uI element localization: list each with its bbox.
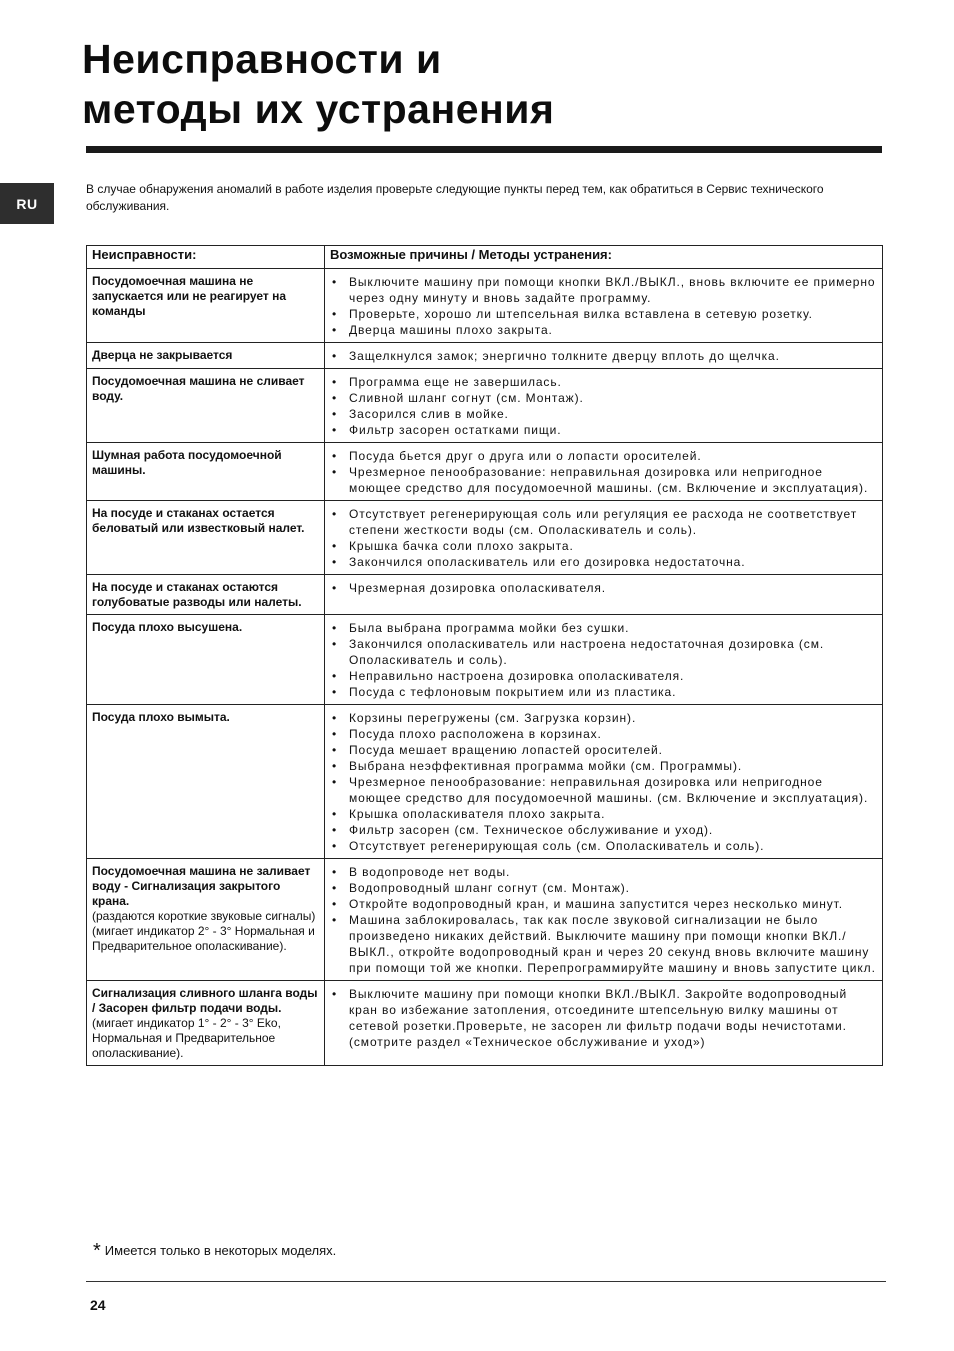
cause-item: • Посуда мешает вращению лопастей оросителей.: [331, 742, 876, 758]
causes-cell: [325, 343, 883, 369]
cause-item: • Защелкнулся замок; энергично толкните дверцу вплоть до щелчка.: [331, 348, 876, 364]
table-row: [87, 501, 883, 575]
table-row: [87, 269, 883, 343]
problem-cell: [87, 705, 325, 859]
language-tab: RU: [0, 183, 54, 224]
page-number: 24: [90, 1297, 106, 1313]
causes-cell: [325, 501, 883, 575]
cause-item: • Машина заблокировалась, так как после звуковой сигнализации не было произведено никаких действий. Выключите машину при помощи кнопки ВКЛ./ВЫКЛ., откройте водопроводный кран и через 20 секунд вновь включите машину при помощи той же кнопки. Перепрограммируйте машину и вновь запустите цикл.: [331, 912, 876, 976]
troubleshooting-table: [86, 245, 883, 1066]
causes-cell: [325, 615, 883, 705]
cause-item: • В водопроводе нет воды.: [331, 864, 876, 880]
problem-cell: [87, 443, 325, 501]
cause-item: • Крышка бачка соли плохо закрыта.: [331, 538, 876, 554]
cause-item: • Закончился ополаскиватель или его дозировка недостаточна.: [331, 554, 876, 570]
footnote: [93, 1240, 337, 1262]
table-row: [87, 343, 883, 369]
page-title-line-2: методы их устранения: [82, 86, 555, 132]
page-title: [82, 34, 554, 134]
cause-item: • Чрезмерное пенообразование: неправильная дозировка или непригодное моющее средство для посудомоечной машины. (см. Включение и эксплуатация).: [331, 464, 876, 496]
cause-item: • Сливной шланг согнут (см. Монтаж).: [331, 390, 876, 406]
cause-item: • Посуда бьется друг о друга или о лопасти оросителей.: [331, 448, 876, 464]
problem-cell: [87, 343, 325, 369]
problem-cell: [87, 269, 325, 343]
problem-title: Шумная работа посудомоечной машины.: [92, 448, 282, 477]
cause-item: • Выключите машину при помощи кнопки ВКЛ./ВЫКЛ. Закройте водопроводный кран во избежание затопления, отсоедините штепсельную вилку машины от сетевой розетки.Проверьте, не засорен ли фильтр подачи воды нечистотами. (смотрите раздел «Техническое обслуживание и уход»): [331, 986, 876, 1050]
cause-item: • Посуда плохо расположена в корзинах.: [331, 726, 876, 742]
causes-list: [331, 710, 876, 854]
problem-title: На посуде и стаканах остается беловатый или известковый налет.: [92, 506, 305, 535]
table-row: [87, 859, 883, 981]
problem-note: (мигает индикатор 1° - 2° - 3° Eko, Нормальная и Предварительное ополаскивание).: [92, 1016, 281, 1060]
problem-title: Дверца не закрывается: [92, 348, 233, 362]
cause-item: • Неправильно настроена дозировка ополаскивателя.: [331, 668, 876, 684]
problem-cell: [87, 575, 325, 615]
causes-cell: [325, 859, 883, 981]
problem-cell: [87, 501, 325, 575]
problem-title: Посуда плохо вымыта.: [92, 710, 230, 724]
causes-cell: [325, 705, 883, 859]
cause-item: • Водопроводный шланг согнут (см. Монтаж).: [331, 880, 876, 896]
footnote-text: Имеется только в некоторых моделях.: [104, 1243, 337, 1258]
problem-cell: [87, 859, 325, 981]
causes-list: [331, 620, 876, 700]
causes-list: [331, 274, 876, 338]
table-row: [87, 615, 883, 705]
problem-cell: [87, 615, 325, 705]
causes-list: [331, 580, 876, 596]
causes-cell: [325, 269, 883, 343]
causes-list: [331, 374, 876, 438]
table-header-row: [87, 246, 883, 269]
causes-cell: [325, 981, 883, 1066]
cause-item: • Откройте водопроводный кран, и машина запустится через несколько минут.: [331, 896, 876, 912]
cause-item: • Выключите машину при помощи кнопки ВКЛ./ВЫКЛ., вновь включите ее примерно через одну минуту и вновь задайте программу.: [331, 274, 876, 306]
cause-item: • Фильтр засорен (см. Техническое обслуживание и уход).: [331, 822, 876, 838]
cause-item: • Чрезмерное пенообразование: неправильная дозировка или непригодное моющее средство для посудомоечной машины. (см. Включение и эксплуатация).: [331, 774, 876, 806]
causes-list: [331, 506, 876, 570]
header-causes: Возможные причины / Методы устранения:: [325, 246, 883, 269]
problem-title: Сигнализация сливного шланга воды / Засорен фильтр подачи воды.: [92, 986, 318, 1015]
cause-item: • Фильтр засорен остатками пищи.: [331, 422, 876, 438]
causes-list: [331, 448, 876, 496]
causes-cell: [325, 575, 883, 615]
cause-item: • Отсутствует регенерирующая соль (см. Ополаскиватель и соль).: [331, 838, 876, 854]
cause-item: • Чрезмерная дозировка ополаскивателя.: [331, 580, 876, 596]
causes-list: [331, 348, 876, 364]
cause-item: • Программа еще не завершилась.: [331, 374, 876, 390]
header-problem: Неисправности:: [87, 246, 325, 269]
cause-item: • Проверьте, хорошо ли штепсельная вилка вставлена в сетевую розетку.: [331, 306, 876, 322]
cause-item: • Засорился слив в мойке.: [331, 406, 876, 422]
causes-list: [331, 864, 876, 976]
footer-divider: [86, 1281, 886, 1282]
problem-cell: [87, 369, 325, 443]
table-row: [87, 981, 883, 1066]
cause-item: • Выбрана неэффективная программа мойки (см. Программы).: [331, 758, 876, 774]
problem-cell: [87, 981, 325, 1066]
table-row: [87, 705, 883, 859]
cause-item: • Закончился ополаскиватель или настроена недостаточная дозировка (см. Ополаскиватель и соль).: [331, 636, 876, 668]
cause-item: • Посуда с тефлоновым покрытием или из пластика.: [331, 684, 876, 700]
cause-item: • Корзины перегружены (см. Загрузка корзин).: [331, 710, 876, 726]
problem-title: Посудомоечная машина не запускается или не реагирует на команды: [92, 274, 287, 318]
problem-note: (раздаются короткие звуковые сигналы) (мигает индикатор 2° - 3° Нормальная и Предварительное ополаскивание).: [92, 909, 316, 953]
problem-title: Посуда плохо высушена.: [92, 620, 243, 634]
title-divider: [86, 146, 882, 153]
page-title-line-1: Неисправности и: [82, 36, 442, 82]
cause-item: • Крышка ополаскивателя плохо закрыта.: [331, 806, 876, 822]
table-row: [87, 369, 883, 443]
cause-item: • Была выбрана программа мойки без сушки.: [331, 620, 876, 636]
cause-item: • Дверца машины плохо закрыта.: [331, 322, 876, 338]
table-row: [87, 443, 883, 501]
causes-list: [331, 986, 876, 1050]
intro-text: В случае обнаружения аномалий в работе изделия проверьте следующие пункты перед тем, как обратиться в Сервис технического обслуживания.: [86, 182, 824, 213]
problem-title: Посудомоечная машина не заливает воду - Сигнализация закрытого крана.: [92, 864, 311, 908]
footnote-marker: *: [93, 1240, 101, 1262]
causes-cell: [325, 369, 883, 443]
problem-title: На посуде и стаканах остаются голубоватые разводы или налеты.: [92, 580, 302, 609]
problem-title: Посудомоечная машина не сливает воду.: [92, 374, 305, 403]
table-body: [87, 269, 883, 1066]
table-row: [87, 575, 883, 615]
causes-cell: [325, 443, 883, 501]
cause-item: • Отсутствует регенерирующая соль или регуляция ее расхода не соответствует степени жесткости воды (см. Ополаскиватель и соль).: [331, 506, 876, 538]
